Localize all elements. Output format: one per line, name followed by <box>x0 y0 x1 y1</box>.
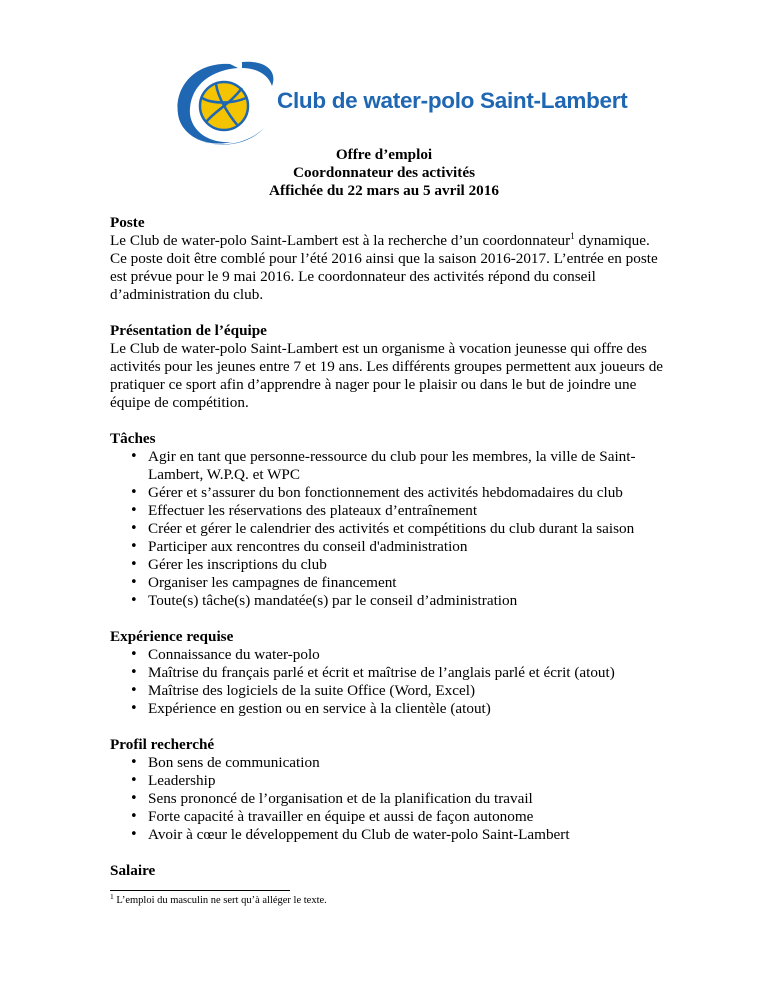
list-item: • Agir en tant que personne-ressource du club pour les membres, la ville de Saint-Lambert, W.P.Q. et WPC <box>110 448 670 484</box>
header-position: Coordonnateur des activités <box>293 164 475 181</box>
footnote-marker: 1 <box>110 892 114 901</box>
section-heading: Tâches <box>110 430 156 447</box>
list-item: • Organiser les campagnes de financement <box>110 574 670 592</box>
header-title: Offre d’emploi <box>335 146 433 163</box>
list-item: • Maîtrise du français parlé et écrit et maîtrise de l’anglais parlé et écrit (atout) <box>110 664 670 682</box>
job-offer-header <box>0 146 768 200</box>
list-item: • Sens prononcé de l’organisation et de la planification du travail <box>110 790 670 808</box>
section-salaire <box>110 862 670 880</box>
list-item: • Gérer les inscriptions du club <box>110 556 670 574</box>
list-item: • Expérience en gestion ou en service à la clientèle (atout) <box>110 700 670 718</box>
section-poste <box>110 214 670 304</box>
list-item: • Effectuer les réservations des plateaux d’entraînement <box>110 502 670 520</box>
section-taches <box>110 430 670 610</box>
header-dates: Affichée du 22 mars au 5 avril 2016 <box>269 182 499 199</box>
list-item: • Bon sens de communication <box>110 754 670 772</box>
list-item: • Forte capacité à travailler en équipe et aussi de façon autonome <box>110 808 670 826</box>
section-heading: Expérience requise <box>110 628 234 645</box>
bullet-list <box>110 754 670 844</box>
section-heading: Présentation de l’équipe <box>110 322 267 339</box>
club-name-logo-text: Club de water-polo Saint-Lambert <box>277 88 628 113</box>
poste-text-end: dynamique. Ce poste doit être comblé pour l’été 2016 ainsi que la saison 2016-2017. L’entrée en poste est prévue pour le 9 mai 2016. Le coordonnateur des activités répond du conseil d’administration du club. <box>110 232 658 303</box>
footnote-text: L’emploi du masculin ne sert qu’à alléger le texte. <box>113 895 327 906</box>
section-heading: Salaire <box>110 862 156 879</box>
section-paragraph <box>110 232 670 304</box>
list-item: • Créer et gérer le calendrier des activités et compétitions du club durant la saison <box>110 520 670 538</box>
section-heading: Poste <box>110 214 145 231</box>
list-item: • Connaissance du water-polo <box>110 646 670 664</box>
water-polo-ball-logo-icon <box>172 58 282 150</box>
list-item: • Avoir à cœur le développement du Club de water-polo Saint-Lambert <box>110 826 670 844</box>
footnote-separator <box>110 890 290 891</box>
footnote <box>110 894 327 908</box>
list-item: • Toute(s) tâche(s) mandatée(s) par le conseil d’administration <box>110 592 670 610</box>
list-item: • Participer aux rencontres du conseil d'administration <box>110 538 670 556</box>
section-equipe <box>110 322 670 412</box>
section-experience <box>110 628 670 718</box>
document-body <box>110 214 670 898</box>
list-item: • Leadership <box>110 772 670 790</box>
bullet-list <box>110 646 670 718</box>
section-heading: Profil recherché <box>110 736 215 753</box>
section-paragraph: Le Club de water-polo Saint-Lambert est un organisme à vocation jeunesse qui offre des activités pour les jeunes entre 7 et 19 ans. Les différents groupes permettent aux joueurs de pratiquer ce sport afin d’apprendre à nager pour le plaisir ou dans le but de joindre une équipe de compétition. <box>110 340 664 411</box>
list-item: • Maîtrise des logiciels de la suite Office (Word, Excel) <box>110 682 670 700</box>
poste-text-start: Le Club de water-polo Saint-Lambert est à la recherche d’un coordonnateur <box>110 232 571 249</box>
footnote-reference[interactable]: 1 <box>570 231 575 241</box>
section-profil <box>110 736 670 844</box>
bullet-list <box>110 448 670 610</box>
list-item: • Gérer et s’assurer du bon fonctionnement des activités hebdomadaires du club <box>110 484 670 502</box>
